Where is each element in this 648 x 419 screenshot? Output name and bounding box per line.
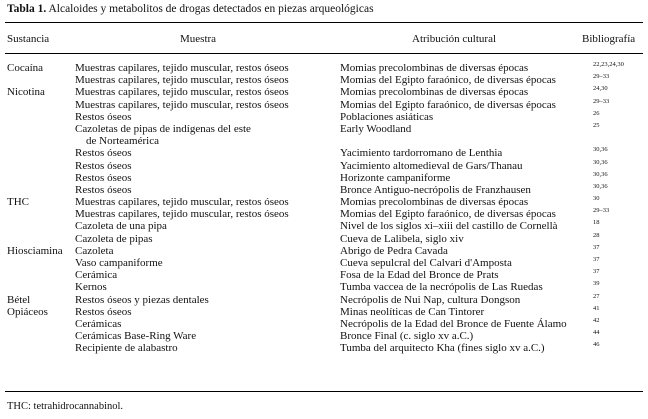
cell-bibliografia: 37	[593, 243, 600, 251]
cell-bibliografia: 37	[593, 268, 600, 276]
cell-muestra-text: Cazoleta de pipas	[75, 232, 153, 245]
cell-muestra-text: Restos óseos	[75, 110, 132, 123]
cell-sustancia: Bétel	[7, 293, 31, 306]
cell-atribucion: Horizonte campaniforme	[340, 171, 451, 184]
cell-muestra	[75, 330, 196, 342]
cell-atribucion: Early Woodland	[340, 122, 412, 135]
cell-atribucion: Cueva de Lalibela, siglo xiv	[340, 232, 464, 245]
cell-muestra	[75, 342, 178, 354]
table-caption	[7, 3, 374, 15]
cell-muestra-text: Recipiente de alabastro	[75, 342, 178, 355]
cell-atribucion: Necrópolis de Nui Nap, cultura Dongson	[340, 293, 521, 306]
table-row	[0, 330, 648, 342]
table-row	[0, 74, 648, 86]
cell-muestra-text: Restos óseos	[75, 171, 132, 184]
table-row	[0, 62, 648, 74]
cell-bibliografia: 30,36	[593, 170, 608, 178]
cell-atribucion: Bronce Final (c. siglo xv a.C.)	[340, 330, 474, 343]
cell-sustancia: Hiosciamina	[7, 244, 63, 257]
cell-bibliografia: 22,23,24,30	[593, 61, 624, 68]
cell-bibliografia: 30,36	[593, 182, 608, 190]
cell-muestra-text: Restos óseos	[75, 159, 132, 172]
cell-atribucion: Minas neolíticas de Can Tintorer	[340, 305, 485, 318]
cell-atribucion: Momias del Egipto faraónico, de diversas épocas	[340, 74, 556, 87]
cell-muestra-continuation: de Norteamérica	[86, 134, 159, 147]
cell-bibliografia: 28	[593, 231, 600, 239]
table-row	[0, 306, 648, 318]
cell-muestra	[75, 318, 121, 330]
cell-muestra-text: Muestras capilares, tejido muscular, restos óseos	[75, 196, 289, 209]
cell-sustancia: THC	[7, 196, 29, 209]
cell-atribucion: Nivel de los siglos xi–xiii del castillo de Cornellà	[340, 220, 558, 233]
cell-muestra	[75, 99, 289, 111]
table-row	[0, 111, 648, 123]
cell-muestra-text: Restos óseos	[75, 305, 132, 318]
cell-muestra-text: Cerámicas Base-Ring Ware	[75, 330, 197, 343]
table-row	[0, 257, 648, 269]
cell-muestra	[75, 160, 132, 172]
cell-muestra	[75, 208, 289, 220]
table-row	[0, 281, 648, 293]
table-row	[0, 147, 648, 159]
cell-bibliografia: 30,36	[593, 146, 608, 154]
cell-bibliografia: 37	[593, 256, 600, 264]
cell-muestra-text: Muestras capilares, tejido muscular, restos óseos	[75, 98, 289, 111]
cell-atribucion: Tumba vaccea de la necrópolis de Las Ruedas	[340, 281, 543, 294]
header-rule	[5, 53, 643, 54]
table-caption-label: Tabla 1.	[7, 3, 47, 15]
cell-muestra	[75, 245, 113, 257]
cell-muestra	[75, 257, 163, 269]
cell-bibliografia: 30	[593, 195, 600, 203]
table-row	[0, 245, 648, 257]
table-row	[0, 184, 648, 196]
cell-muestra-text: Cazoletas de pipas de indígenas del este	[75, 122, 251, 135]
table-row	[0, 220, 648, 232]
cell-atribucion: Momias del Egipto faraónico, de diversas épocas	[340, 98, 556, 111]
table-row	[0, 269, 648, 281]
cell-muestra-text: Muestras capilares, tejido muscular, restos óseos	[75, 208, 289, 221]
cell-muestra	[75, 269, 117, 281]
cell-muestra-text: Cazoleta de una pipa	[75, 220, 167, 233]
cell-bibliografia: 24,30	[593, 85, 608, 93]
cell-atribucion: Bronce Antiguo-necrópolis de Franzhausen	[340, 183, 531, 196]
bottom-rule	[5, 391, 643, 392]
cell-atribucion: Tumba del arquitecto Kha (fines siglo xv a.C.)	[340, 342, 545, 355]
cell-muestra	[75, 281, 107, 293]
cell-bibliografia: 44	[593, 329, 600, 337]
cell-bibliografia: 26	[593, 109, 600, 117]
table-row	[0, 86, 648, 98]
cell-bibliografia: 30,36	[593, 158, 608, 166]
cell-muestra	[75, 147, 132, 159]
cell-muestra-text: Muestras capilares, tejido muscular, restos óseos	[75, 74, 289, 87]
cell-muestra	[75, 62, 289, 74]
table-row	[0, 99, 648, 111]
cell-atribucion: Momias precolombinas de diversas épocas	[340, 86, 529, 99]
cell-muestra-text: Muestras capilares, tejido muscular, restos óseos	[75, 62, 289, 74]
cell-atribucion: Cueva sepulcral del Calvari d'Amposta	[340, 257, 512, 270]
table-caption-text: Alcaloides y metabolitos de drogas detectados en piezas arqueológicas	[48, 3, 374, 15]
cell-muestra-text: Cazoleta	[75, 244, 114, 257]
cell-bibliografia: 29–33	[593, 97, 610, 105]
cell-muestra-text: Restos óseos	[75, 183, 132, 196]
cell-muestra-text: Restos óseos y piezas dentales	[75, 293, 209, 306]
cell-atribucion: Poblaciones asiáticas	[340, 110, 434, 123]
cell-muestra-text: Cerámica	[75, 269, 118, 282]
cell-sustancia: Cocaína	[7, 62, 44, 74]
table-row	[0, 294, 648, 306]
cell-muestra	[75, 294, 209, 306]
cell-muestra	[75, 306, 132, 318]
cell-muestra	[75, 184, 132, 196]
table-row	[0, 233, 648, 245]
cell-muestra	[75, 233, 153, 245]
table-row	[0, 196, 648, 208]
table-row	[0, 123, 648, 147]
table-row	[0, 160, 648, 172]
cell-muestra	[75, 86, 289, 98]
table-row	[0, 342, 648, 354]
table-row	[0, 318, 648, 330]
cell-bibliografia: 42	[593, 316, 600, 324]
cell-atribucion: Momias precolombinas de diversas épocas	[340, 62, 529, 74]
header-sustancia: Sustancia	[7, 33, 50, 45]
header-atribucion: Atribución cultural	[412, 33, 497, 45]
cell-atribucion: Necrópolis de la Edad del Bronce de Fuente Álamo	[340, 317, 567, 330]
cell-bibliografia: 27	[593, 292, 600, 300]
header-bibliografia: Bibliografía	[582, 33, 636, 45]
table-footnote: THC: tetrahidrocannabinol.	[7, 401, 124, 412]
table-row	[0, 208, 648, 220]
cell-muestra-text: Kernos	[75, 281, 107, 294]
header-muestra: Muestra	[180, 33, 217, 45]
cell-sustancia: Nicotina	[7, 86, 45, 99]
cell-atribucion: Momias precolombinas de diversas épocas	[340, 196, 529, 209]
cell-bibliografia: 25	[593, 121, 600, 129]
cell-bibliografia: 41	[593, 304, 600, 312]
cell-bibliografia: 29–33	[593, 207, 610, 215]
cell-muestra	[75, 196, 289, 208]
cell-atribucion: Yacimiento tardorromano de Lenthia	[340, 147, 503, 160]
cell-muestra	[75, 172, 132, 184]
cell-muestra-text: Restos óseos	[75, 147, 132, 160]
cell-muestra-text: Vaso campaniforme	[75, 257, 163, 270]
cell-atribucion: Momias del Egipto faraónico, de diversas épocas	[340, 208, 556, 221]
cell-atribucion: Abrigo de Pedra Cavada	[340, 244, 448, 257]
cell-sustancia: Opiáceos	[7, 305, 48, 318]
cell-muestra-text: Muestras capilares, tejido muscular, restos óseos	[75, 86, 289, 99]
cell-bibliografia: 18	[593, 219, 600, 227]
cell-bibliografia: 46	[593, 341, 600, 349]
cell-bibliografia: 39	[593, 280, 600, 288]
cell-muestra	[75, 111, 132, 123]
cell-muestra	[75, 123, 251, 147]
cell-atribucion: Fosa de la Edad del Bronce de Prats	[340, 269, 499, 282]
table-body	[0, 62, 648, 355]
cell-bibliografia: 29–33	[593, 73, 610, 81]
cell-atribucion: Yacimiento altomedieval de Gars/Thanau	[340, 159, 523, 172]
cell-muestra	[75, 220, 167, 232]
top-rule	[5, 22, 643, 23]
cell-muestra	[75, 74, 289, 86]
table-row	[0, 172, 648, 184]
cell-muestra-text: Cerámicas	[75, 317, 122, 330]
